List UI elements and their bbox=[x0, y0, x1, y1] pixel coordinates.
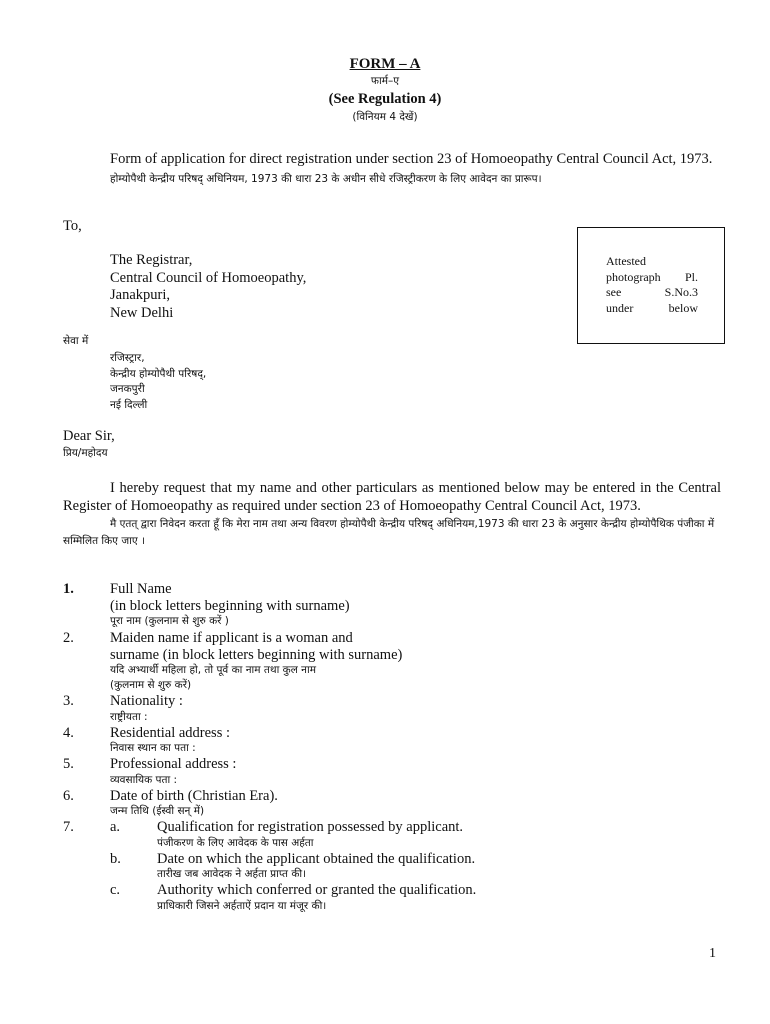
page-number: 1 bbox=[709, 946, 716, 961]
request-section bbox=[63, 479, 721, 550]
item-number: 6. bbox=[63, 787, 74, 804]
photo-box-row bbox=[606, 285, 698, 301]
sub-item-letter: b. bbox=[110, 850, 121, 867]
item-number: 7. bbox=[63, 819, 74, 835]
intro-text: Form of application for direct registration under section 23 of Homoeopathy Central Council Act, 1973. bbox=[110, 151, 713, 167]
item-number: 5. bbox=[63, 756, 74, 772]
sub-item-label-hindi: तारीख जब आवेदक ने अर्हता प्राप्त की। bbox=[157, 868, 307, 880]
item-label-hindi: राष्ट्रीयता : bbox=[110, 710, 148, 723]
to-label: To, bbox=[63, 218, 82, 234]
item-label-hindi: यदि अभ्यार्थी महिला हो, तो पूर्व का नाम तथा कुल नाम bbox=[110, 664, 316, 676]
sub-item-letter: c. bbox=[110, 882, 121, 898]
photo-box-word: Pl. bbox=[684, 269, 698, 284]
item-number: 3. bbox=[63, 693, 74, 709]
address-block bbox=[110, 252, 306, 322]
sub-item-label: Authority which conferred or granted the qualification. bbox=[157, 882, 477, 898]
photo-box bbox=[577, 227, 725, 344]
form-header bbox=[0, 54, 770, 124]
address-line: Janakpuri, bbox=[110, 287, 170, 303]
list-item bbox=[63, 693, 723, 725]
sub-item-label: Qualification for registration possessed by applicant. bbox=[157, 819, 464, 835]
address-line: Central Council of Homoeopathy, bbox=[110, 269, 307, 286]
item-label-hindi: जन्म तिथि (ईस्वी सन् में) bbox=[110, 805, 205, 817]
form-title: FORM – A bbox=[349, 56, 421, 72]
address-line: The Registrar, bbox=[110, 252, 193, 268]
salutation-text: Dear Sir, bbox=[63, 428, 115, 444]
list-item bbox=[63, 788, 723, 820]
item-label: Date of birth (Christian Era). bbox=[110, 787, 278, 804]
item-label: Nationality : bbox=[110, 693, 183, 709]
form-title-hindi: फार्म–ए bbox=[370, 75, 400, 87]
request-text-hindi: मै एतत् द्वारा निवेदन करता हूँ कि मेरा नाम तथा अन्य विवरण होम्योपैथी केन्द्रीय परिषद् अधिनियम,1973 की धारा 23 के अनुसार केन्द्रीय होम्योपैथिक पंजीका में सम्मिलित किए जाए । bbox=[63, 518, 715, 547]
item-label-hindi: पूरा नाम (कुलनाम से शुरु करें ) bbox=[110, 615, 229, 627]
sub-item bbox=[110, 882, 723, 914]
list-item bbox=[63, 630, 723, 693]
item-note-hindi: (कुलनाम से शुरु करें) bbox=[110, 679, 192, 691]
item-number: 1. bbox=[63, 581, 74, 597]
intro-text-hindi: होम्योपैथी केन्द्रीय परिषद् अधिनियम, 1973 की धारा 23 के अधीन सीधे रजिस्ट्रीकरण के लिए आवेदन का प्रारूप। bbox=[110, 173, 542, 185]
photo-box-row bbox=[606, 301, 698, 317]
item-note: (in block letters beginning with surname) bbox=[110, 597, 350, 614]
item-number: 4. bbox=[63, 724, 74, 741]
item-label: Professional address : bbox=[110, 756, 237, 772]
address-heading-hindi: सेवा में bbox=[63, 335, 89, 347]
regulation-reference-hindi: (विनियम 4 देखें) bbox=[352, 111, 418, 123]
sub-item-label-hindi: पंजीकरण के लिए आवेदक के पास अर्हता bbox=[157, 836, 314, 849]
list-item bbox=[63, 725, 723, 757]
address-block-hindi bbox=[110, 351, 206, 413]
photo-box-row bbox=[606, 270, 698, 286]
address-line: New Delhi bbox=[110, 304, 174, 321]
sub-item-label: Date on which the applicant obtained the qualification. bbox=[157, 850, 476, 867]
photo-box-word: see bbox=[606, 285, 622, 299]
address-line-hindi: केन्द्रीय होम्योपैथी परिषद्, bbox=[110, 367, 207, 380]
salutation bbox=[63, 428, 115, 462]
address-line-hindi: रजिस्ट्रार, bbox=[110, 352, 145, 364]
regulation-reference: (See Regulation 4) bbox=[328, 91, 442, 107]
item-label: Full Name bbox=[110, 581, 172, 597]
list-item bbox=[63, 581, 723, 629]
sub-item-label-hindi: प्राधिकारी जिसने अर्हताऐं प्रदान या मंजूर की। bbox=[157, 899, 327, 912]
photo-box-word: below bbox=[668, 300, 698, 315]
photo-box-word: photograph bbox=[606, 269, 661, 284]
item-label-hindi: व्यवसायिक पता : bbox=[110, 773, 178, 786]
particulars-list bbox=[63, 581, 723, 914]
salutation-text-hindi: प्रिय/महोदय bbox=[63, 447, 108, 459]
list-item bbox=[63, 819, 723, 914]
sub-item bbox=[110, 819, 723, 851]
intro-section bbox=[63, 150, 721, 187]
photo-box-line: Attested bbox=[606, 254, 646, 268]
list-item bbox=[63, 756, 723, 788]
item-label: Residential address : bbox=[110, 724, 231, 741]
address-line-hindi: जनकपुरी bbox=[110, 383, 145, 395]
item-label: Maiden name if applicant is a woman and bbox=[110, 630, 353, 646]
item-number: 2. bbox=[63, 630, 74, 646]
sub-item-letter: a. bbox=[110, 819, 121, 835]
sub-item bbox=[110, 851, 723, 883]
request-text: I hereby request that my name and other particulars as mentioned below may be entered in the Central Register of Homoeopathy as required under section 23 of Homoeopathy Central Council Act, 1973. bbox=[63, 480, 721, 514]
item-note: surname (in block letters beginning with surname) bbox=[110, 646, 403, 663]
photo-box-word: S.No.3 bbox=[664, 285, 698, 299]
address-line-hindi: नई दिल्ली bbox=[110, 398, 148, 411]
item-label-hindi: निवास स्थान का पता : bbox=[110, 742, 196, 754]
photo-box-word: under bbox=[606, 300, 634, 315]
